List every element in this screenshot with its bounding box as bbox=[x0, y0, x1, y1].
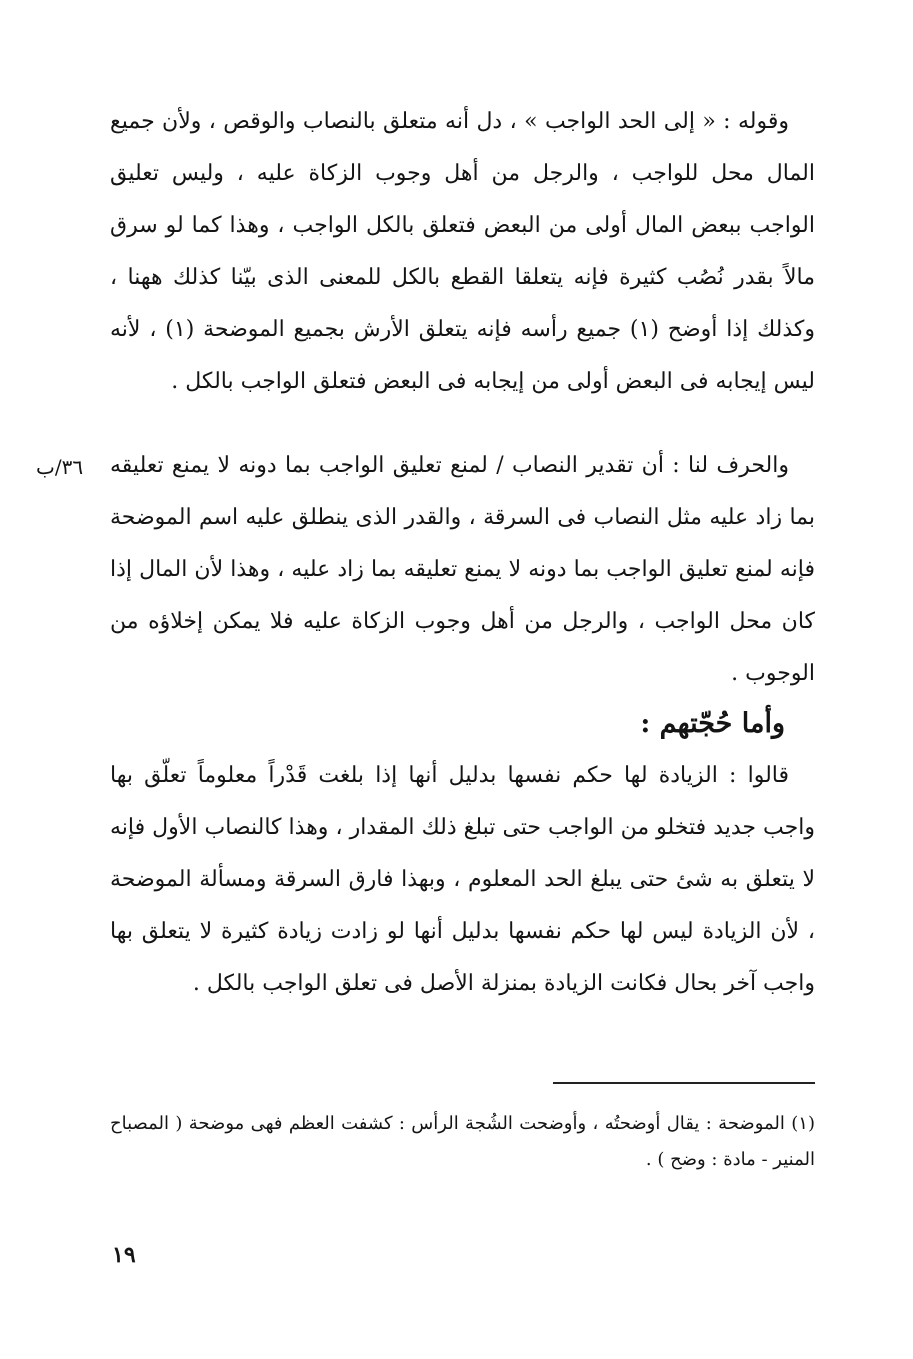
paragraph-3: قالوا : الزيادة لها حكم نفسها بدليل أنها إذا بلغت قَدْراً معلوماً تعلّق بها واجب جديد فتخلو من الواجب حتى تبلغ ذلك المقدار ، وهذا كالنصاب الأول فإنه لا يتعلق به شئ حتى يبلغ الحد المعلوم ، وبهذا فارق السرقة ومسألة الموضحة ، لأن الزيادة ليس لها حكم نفسها بدليل أنها لو زادت زيادة كثيرة لا يتعلق بها واجب آخر بحال فكانت الزيادة بمنزلة الأصل فى تعلق الواجب بالكل . bbox=[110, 763, 815, 996]
section-heading: وأما حُجّتهم : bbox=[640, 708, 785, 739]
footnote-divider bbox=[553, 1082, 815, 1084]
footnote: (١) الموضحة : يقال أوضحتُه ، وأوضحت الشُجة الرأس : كشفت العظم فهى موضحة ( المصباح المنير - مادة : وضح ) . bbox=[110, 1113, 815, 1170]
margin-folio-reference: ٣٦/ب bbox=[36, 455, 84, 479]
paragraph-2: والحرف لنا : أن تقدير النصاب / لمنع تعليق الواجب بما دونه لا يمنع تعليقه بما زاد عليه مثل النصاب فى السرقة ، والقدر الذى ينطلق عليه اسم الموضحة فإنه لمنع تعليق الواجب بما دونه لا يمنع تعليقه بما زاد عليه ، وهذا لأن المال إذا كان محل الواجب ، والرجل من أهل وجوب الزكاة عليه فلا يمكن إخلاؤه من الوجوب . bbox=[110, 453, 815, 686]
page-number: ١٩ bbox=[112, 1242, 136, 1268]
paragraph-1: وقوله : « إلى الحد الواجب » ، دل أنه متعلق بالنصاب والوقص ، ولأن جميع المال محل للواجب ، والرجل من أهل وجوب الزكاة عليه ، وليس تعليق الواجب ببعض المال أولى من البعض فتعلق بالكل الواجب ، وهذا كما لو سرق مالاً بقدر نُصُب كثيرة فإنه يتعلقا القطع بالكل للمعنى الذى بيّنا كذلك ههنا ، وكذلك إذا أوضح (١) جميع رأسه فإنه يتعلق الأرش بجميع الموضحة (١) ، لأنه ليس إيجابه فى البعض أولى من إيجابه فى البعض فتعلق الواجب بالكل . bbox=[110, 109, 815, 394]
